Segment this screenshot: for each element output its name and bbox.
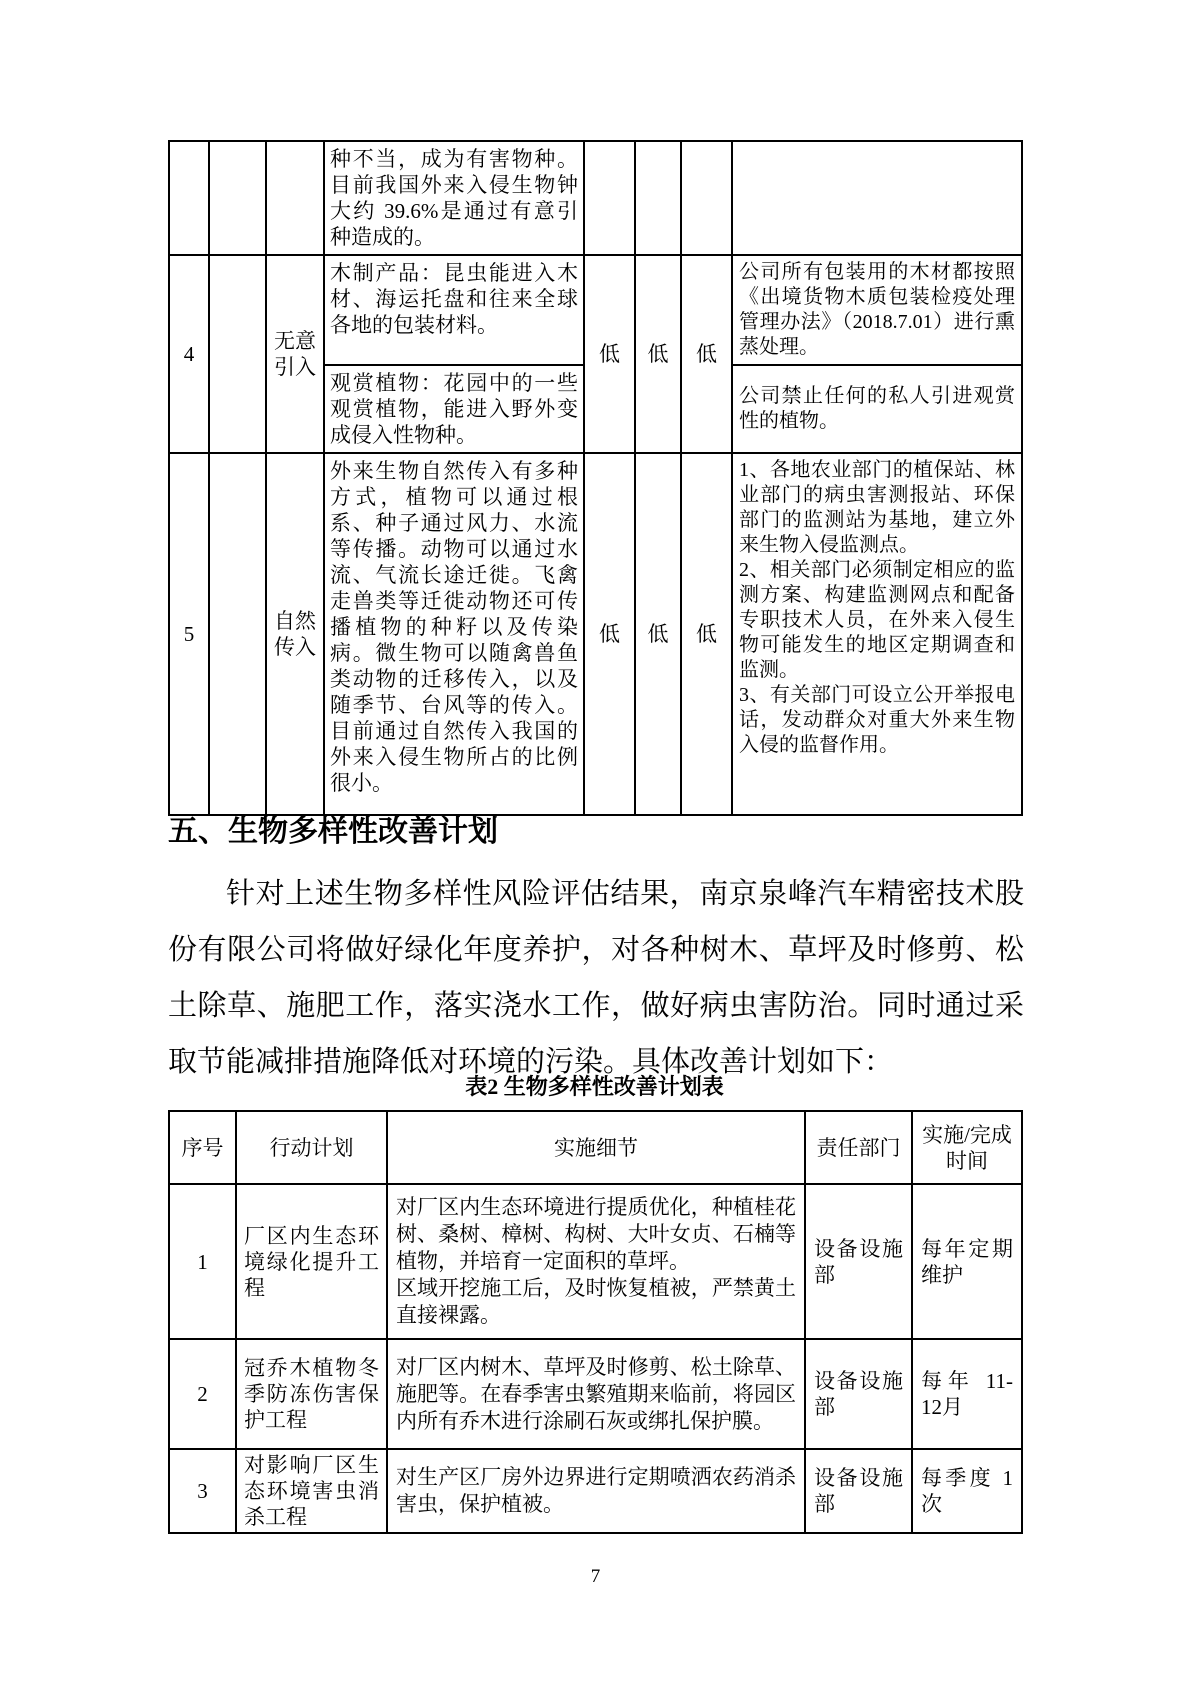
seq-cell: 5: [169, 453, 209, 815]
detail-text: 区域开挖施工后，及时恢复植被，严禁黄土直接裸露。: [396, 1276, 796, 1327]
header-seq: 序号: [169, 1111, 236, 1184]
measures-cell: [732, 255, 1022, 365]
category-cell: 无意引入: [266, 255, 324, 453]
section-heading: 五、生物多样性改善计划: [168, 815, 498, 848]
time-cell: 每年 11-12月: [912, 1339, 1022, 1449]
detail-cell: [387, 1449, 805, 1533]
measures-cell: [732, 141, 1022, 255]
plan-cell: 冠乔木植物冬季防冻伤害保护工程: [236, 1339, 387, 1449]
measures-cell: [732, 453, 1022, 815]
page-number: 7: [590, 1566, 601, 1587]
measure-text: 1、各地农业部门的植保站、林业部门的病虫害测报站、环保部门的监测站为基地，建立外来生物入侵监测点。: [739, 459, 1015, 556]
table-row: [169, 1184, 1022, 1339]
detail-text: 对厂区内生态环境进行提质优化，种植桂花树、桑树、樟树、构树、大叶女贞、石楠等植物，并培育一定面积的草坪。: [396, 1195, 796, 1273]
risk-level-cell: 低: [635, 453, 681, 815]
seq-cell: 3: [169, 1449, 236, 1533]
category-cell: [266, 141, 324, 255]
table-row-4a: [169, 255, 1022, 365]
description-text: 木制产品：昆虫能进入木材、海运托盘和往来全球各地的包装材料。: [330, 261, 578, 337]
seq-cell: 2: [169, 1339, 236, 1449]
category-cell: 自然传入: [266, 453, 324, 815]
measure-text: 公司禁止任何的私人引进观赏性的植物。: [739, 385, 1015, 432]
measure-text: 3、有关部门可设立公开举报电话，发动群众对重大外来生物入侵的监督作用。: [739, 684, 1015, 756]
risk-level-cell: [584, 141, 635, 255]
risk-level-cell: 低: [584, 255, 635, 453]
detail-text: 对厂区内树木、草坪及时修剪、松土除草、施肥等。在春季害虫繁殖期来临前，将园区内所有乔木进行涂刷石灰或绑扎保护膜。: [396, 1354, 796, 1433]
description-cell: [324, 453, 584, 815]
description-text: 种不当，成为有害物种。目前我国外来入侵生物钟大约 39.6%是通过有意引种造成的。: [330, 147, 578, 249]
time-cell: 每年定期维护: [912, 1184, 1022, 1339]
table-row-5: [169, 453, 1022, 815]
table-row: [169, 1339, 1022, 1449]
risk-level-cell: 低: [681, 453, 732, 815]
group-cell: [209, 255, 266, 453]
description-cell: [324, 141, 584, 255]
header-department: 责任部门: [805, 1111, 912, 1184]
description-cell: [324, 255, 584, 365]
table2-caption: 表2 生物多样性改善计划表: [465, 1074, 724, 1099]
time-cell: 每季度 1次: [912, 1449, 1022, 1533]
header-time: 实施/完成时间: [912, 1111, 1022, 1184]
description-cell: [324, 365, 584, 453]
risk-level-cell: [635, 141, 681, 255]
plan-cell: 对影响厂区生态环境害虫消杀工程: [236, 1449, 387, 1533]
table-row: [169, 1449, 1022, 1533]
detail-cell: [387, 1184, 805, 1339]
risk-level-cell: [681, 141, 732, 255]
risk-assessment-table: [168, 140, 1023, 816]
risk-level-cell: 低: [584, 453, 635, 815]
detail-text: 对生产区厂房外边界进行定期喷洒农药消杀害虫，保护植被。: [396, 1465, 796, 1516]
description-text: 外来生物自然传入有多种方式，植物可以通过根系、种子通过风力、水流等传播。动物可以通过水流、气流长途迁徙。飞禽走兽类等迁徙动物还可传播植物的种籽以及传染病。微生物可以随禽兽鱼类动物的迁移传入，以及随季节、台风等的传入。目前通过自然传入我国的外来入侵生物所占的比例很小。: [330, 459, 578, 795]
department-cell: 设备设施部: [805, 1339, 912, 1449]
improvement-plan-table: [168, 1110, 1023, 1534]
description-text: 观赏植物：花园中的一些观赏植物，能进入野外变成侵入性物种。: [330, 371, 578, 447]
group-cell: [209, 141, 266, 255]
seq-cell: 1: [169, 1184, 236, 1339]
header-detail: 实施细节: [387, 1111, 805, 1184]
table-header-row: [169, 1111, 1022, 1184]
seq-cell: [169, 141, 209, 255]
department-cell: 设备设施部: [805, 1449, 912, 1533]
plan-cell: 厂区内生态环境绿化提升工程: [236, 1184, 387, 1339]
group-cell: [209, 453, 266, 815]
department-cell: 设备设施部: [805, 1184, 912, 1339]
measure-text: 2、相关部门必须制定相应的监测方案、构建监测网点和配备专职技术人员，在外来入侵生物可能发生的地区定期调查和监测。: [739, 559, 1015, 681]
measures-cell: [732, 365, 1022, 453]
risk-level-cell: 低: [681, 255, 732, 453]
header-plan: 行动计划: [236, 1111, 387, 1184]
measure-text: 公司所有包装用的木材都按照《出境货物木质包装检疫处理管理办法》（2018.7.01）进行熏蒸处理。: [739, 261, 1015, 358]
detail-cell: [387, 1339, 805, 1449]
seq-cell: 4: [169, 255, 209, 453]
risk-level-cell: 低: [635, 255, 681, 453]
table-row-continuation: [169, 141, 1022, 255]
section-paragraph: 针对上述生物多样性风险评估结果，南京泉峰汽车精密技术股份有限公司将做好绿化年度养护，对各种树木、草坪及时修剪、松土除草、施肥工作，落实浇水工作，做好病虫害防治。同时通过采取节能减排措施降低对环境的污染。具体改善计划如下：: [168, 878, 1024, 1078]
